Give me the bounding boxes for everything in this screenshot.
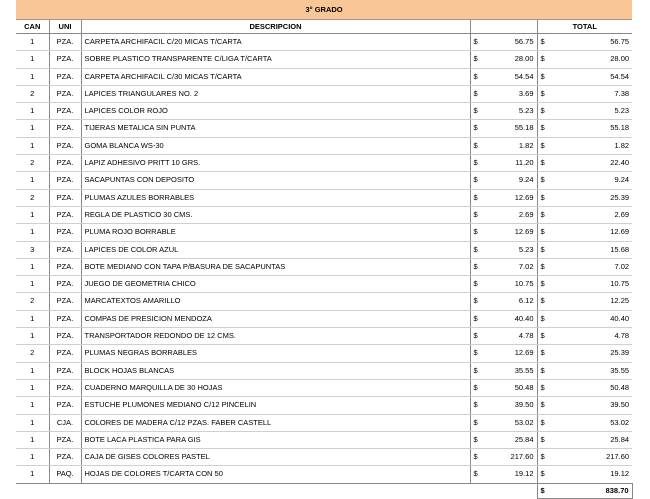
currency-symbol: $: [540, 296, 545, 306]
line-total-cell: [537, 103, 632, 120]
currency-symbol: $: [473, 227, 478, 237]
unit-price-cell: [470, 466, 537, 483]
line-total-value: 40.40: [610, 313, 630, 323]
table-row: [16, 241, 632, 258]
unit-price-cell: [470, 103, 537, 120]
currency-symbol: $: [540, 382, 545, 392]
unit-price-value: 1.82: [518, 140, 534, 150]
quantity-cell: 1: [16, 449, 49, 466]
line-total-value: 4.78: [614, 331, 630, 341]
grand-total-value: 838.70: [605, 485, 629, 495]
table-row: [16, 85, 632, 102]
line-total-value: 39.50: [610, 400, 630, 410]
table-row: [16, 276, 632, 293]
table-row: [16, 224, 632, 241]
description-cell: COLORES DE MADERA C/12 PZAS. FABER CASTELL: [81, 414, 470, 431]
currency-symbol: $: [540, 140, 545, 150]
quantity-cell: 2: [16, 85, 49, 102]
unit-price-cell: [470, 431, 537, 448]
currency-symbol: $: [540, 175, 545, 185]
table-row: [16, 345, 632, 362]
unit-cell: PZA.: [49, 155, 81, 172]
unit-price-value: 12.69: [514, 348, 534, 358]
unit-cell: PZA.: [49, 379, 81, 396]
description-cell: REGLA DE PLASTICO 30 CMS.: [81, 206, 470, 223]
unit-price-value: 35.55: [514, 365, 534, 375]
currency-symbol: $: [473, 434, 478, 444]
grand-total-row: [16, 483, 632, 498]
currency-symbol: $: [540, 452, 545, 462]
unit-price-cell: [470, 51, 537, 68]
table-row: [16, 172, 632, 189]
table-row: [16, 397, 632, 414]
line-total-value: 25.39: [610, 192, 630, 202]
unit-cell: PZA.: [49, 276, 81, 293]
col-header-can: CAN: [16, 20, 49, 34]
currency-symbol: $: [473, 348, 478, 358]
line-total-cell: [537, 206, 632, 223]
unit-price-value: 9.24: [518, 175, 534, 185]
unit-price-value: 5.23: [518, 106, 534, 116]
line-total-cell: [537, 293, 632, 310]
line-total-cell: [537, 120, 632, 137]
description-cell: HOJAS DE COLORES T/CARTA CON 50: [81, 466, 470, 483]
currency-symbol: $: [473, 331, 478, 341]
unit-price-value: 11.20: [515, 158, 534, 168]
line-total-cell: [537, 68, 632, 85]
line-total-value: 55.18: [610, 123, 630, 133]
description-cell: PLUMAS NEGRAS BORRABLES: [81, 345, 470, 362]
description-cell: TRANSPORTADOR REDONDO DE 12 CMS.: [81, 328, 470, 345]
line-total-cell: [537, 258, 632, 275]
unit-price-value: 4.78: [518, 331, 534, 341]
line-total-value: 19.12: [610, 469, 630, 479]
line-total-value: 12.25: [610, 296, 630, 306]
table-row: [16, 120, 632, 137]
line-total-value: 12.69: [610, 227, 630, 237]
currency-symbol: $: [540, 123, 545, 133]
unit-price-value: 217.60: [510, 452, 534, 462]
description-cell: CUADERNO MARQUILLA DE 30 HOJAS: [81, 379, 470, 396]
quantity-cell: 1: [16, 466, 49, 483]
currency-symbol: $: [473, 54, 478, 64]
line-total-value: 2.69: [614, 209, 630, 219]
description-cell: LAPIZ ADHESIVO PRITT 10 GRS.: [81, 155, 470, 172]
currency-symbol: $: [540, 227, 545, 237]
unit-price-cell: [470, 293, 537, 310]
quantity-cell: 1: [16, 258, 49, 275]
table-row: [16, 34, 632, 51]
unit-cell: PZA.: [49, 189, 81, 206]
currency-symbol: $: [473, 417, 478, 427]
unit-cell: PZA.: [49, 345, 81, 362]
description-cell: LAPICES COLOR ROJO: [81, 103, 470, 120]
line-total-value: 7.02: [614, 261, 630, 271]
line-total-value: 10.75: [610, 279, 630, 289]
unit-price-value: 5.23: [518, 244, 534, 254]
quantity-cell: 2: [16, 155, 49, 172]
unit-cell: PZA.: [49, 120, 81, 137]
unit-cell: PZA.: [49, 51, 81, 68]
description-cell: LAPICES TRIANGULARES NO. 2: [81, 85, 470, 102]
currency-symbol: $: [473, 244, 478, 254]
table-row: [16, 189, 632, 206]
line-total-cell: [537, 276, 632, 293]
line-total-cell: [537, 466, 632, 483]
currency-symbol: $: [540, 365, 545, 375]
unit-cell: PZA.: [49, 362, 81, 379]
table-row: [16, 258, 632, 275]
unit-price-cell: [470, 85, 537, 102]
unit-price-value: 2.69: [518, 209, 534, 219]
unit-price-cell: [470, 206, 537, 223]
line-total-value: 25.39: [610, 348, 630, 358]
quantity-cell: 1: [16, 137, 49, 154]
quantity-cell: 1: [16, 224, 49, 241]
quantity-cell: 1: [16, 276, 49, 293]
unit-cell: PZA.: [49, 34, 81, 51]
line-total-value: 9.24: [614, 175, 630, 185]
quantity-cell: 2: [16, 345, 49, 362]
unit-price-cell: [470, 310, 537, 327]
quantity-cell: 1: [16, 68, 49, 85]
currency-symbol: $: [473, 313, 478, 323]
line-total-cell: [537, 379, 632, 396]
table-row: [16, 414, 632, 431]
currency-symbol: $: [540, 279, 545, 289]
column-header-row: [16, 20, 632, 34]
description-cell: LAPICES DE COLOR AZUL: [81, 241, 470, 258]
line-total-cell: [537, 431, 632, 448]
table-row: [16, 310, 632, 327]
currency-symbol: $: [473, 296, 478, 306]
currency-symbol: $: [473, 382, 478, 392]
unit-price-value: 56.75: [514, 37, 534, 46]
quantity-cell: 1: [16, 397, 49, 414]
description-cell: BOTE MEDIANO CON TAPA P/BASURA DE SACAPUNTAS: [81, 258, 470, 275]
currency-symbol: $: [473, 37, 478, 46]
unit-cell: PZA.: [49, 328, 81, 345]
line-total-cell: [537, 189, 632, 206]
currency-symbol: $: [540, 485, 545, 495]
line-total-value: 35.55: [610, 365, 630, 375]
unit-price-cell: [470, 34, 537, 51]
unit-price-value: 40.40: [514, 313, 534, 323]
quantity-cell: 1: [16, 328, 49, 345]
unit-price-value: 7.02: [518, 261, 534, 271]
currency-symbol: $: [540, 400, 545, 410]
currency-symbol: $: [540, 331, 545, 341]
quantity-cell: 1: [16, 51, 49, 68]
currency-symbol: $: [540, 54, 545, 64]
unit-cell: PZA.: [49, 206, 81, 223]
line-total-value: 7.38: [614, 88, 630, 98]
line-total-cell: [537, 328, 632, 345]
line-total-cell: [537, 137, 632, 154]
table-row: [16, 379, 632, 396]
unit-price-cell: [470, 414, 537, 431]
currency-symbol: $: [540, 348, 545, 358]
line-total-cell: [537, 241, 632, 258]
grade-title: 3° GRADO: [16, 0, 632, 20]
table-row: [16, 206, 632, 223]
currency-symbol: $: [540, 192, 545, 202]
unit-price-cell: [470, 328, 537, 345]
unit-cell: PZA.: [49, 241, 81, 258]
line-total-value: 15.68: [610, 244, 630, 254]
currency-symbol: $: [473, 279, 478, 289]
unit-price-value: 6.12: [518, 296, 534, 306]
line-total-value: 28.00: [610, 54, 630, 64]
line-total-value: 217.60: [606, 452, 630, 462]
unit-price-cell: [470, 345, 537, 362]
unit-price-value: 39.50: [514, 400, 534, 410]
quantity-cell: 2: [16, 189, 49, 206]
unit-price-cell: [470, 120, 537, 137]
line-total-cell: [537, 449, 632, 466]
currency-symbol: $: [540, 417, 545, 427]
line-total-value: 5.23: [614, 106, 630, 116]
currency-symbol: $: [473, 88, 478, 98]
table-row: [16, 68, 632, 85]
quantity-cell: 1: [16, 379, 49, 396]
unit-cell: PZA.: [49, 224, 81, 241]
table-row: [16, 293, 632, 310]
table-row: [16, 51, 632, 68]
line-total-value: 1.82: [614, 140, 630, 150]
unit-price-cell: [470, 276, 537, 293]
currency-symbol: $: [540, 469, 545, 479]
currency-symbol: $: [473, 469, 478, 479]
description-cell: BOTE LACA PLASTICA PARA GIS: [81, 431, 470, 448]
currency-symbol: $: [473, 261, 478, 271]
table-row: [16, 155, 632, 172]
unit-cell: PZA.: [49, 103, 81, 120]
currency-symbol: $: [473, 123, 478, 133]
description-cell: SACAPUNTAS CON DEPOSITO: [81, 172, 470, 189]
description-cell: MARCATEXTOS AMARILLO: [81, 293, 470, 310]
quantity-cell: 1: [16, 431, 49, 448]
unit-price-cell: [470, 397, 537, 414]
description-cell: TIJERAS METALICA SIN PUNTA: [81, 120, 470, 137]
currency-symbol: $: [473, 106, 478, 116]
quantity-cell: 1: [16, 120, 49, 137]
col-header-price: [470, 20, 537, 34]
description-cell: COMPAS DE PRESICION MENDOZA: [81, 310, 470, 327]
unit-cell: PZA.: [49, 449, 81, 466]
currency-symbol: $: [473, 175, 478, 185]
col-header-total: TOTAL: [537, 20, 632, 34]
quantity-cell: 2: [16, 293, 49, 310]
line-total-cell: [537, 362, 632, 379]
unit-price-value: 55.18: [514, 123, 534, 133]
line-total-value: 53.02: [610, 417, 630, 427]
currency-symbol: $: [473, 158, 478, 168]
unit-price-value: 12.69: [514, 192, 534, 202]
table-row: [16, 103, 632, 120]
unit-cell: CJA.: [49, 414, 81, 431]
unit-price-cell: [470, 241, 537, 258]
currency-symbol: $: [540, 313, 545, 323]
description-cell: SOBRE PLASTICO TRANSPARENTE C/LIGA T/CARTA: [81, 51, 470, 68]
unit-price-value: 12.69: [514, 227, 534, 237]
table-row: [16, 137, 632, 154]
description-cell: CARPETA ARCHIFACIL C/30 MICAS T/CARTA: [81, 68, 470, 85]
line-total-value: 54.54: [610, 71, 630, 81]
unit-price-value: 25.84: [514, 434, 534, 444]
unit-cell: PZA.: [49, 258, 81, 275]
grand-total-cell: [537, 483, 632, 498]
currency-symbol: $: [540, 37, 545, 46]
quantity-cell: 1: [16, 414, 49, 431]
unit-cell: PZA.: [49, 68, 81, 85]
description-cell: PLUMAS AZULES BORRABLES: [81, 189, 470, 206]
unit-price-cell: [470, 137, 537, 154]
unit-price-cell: [470, 224, 537, 241]
line-total-cell: [537, 224, 632, 241]
currency-symbol: $: [473, 71, 478, 81]
description-cell: GOMA BLANCA WS-30: [81, 137, 470, 154]
unit-price-value: 3.69: [518, 88, 534, 98]
line-total-cell: [537, 155, 632, 172]
currency-symbol: $: [473, 140, 478, 150]
unit-cell: PZA.: [49, 172, 81, 189]
unit-price-value: 28.00: [514, 54, 534, 64]
line-total-cell: [537, 34, 632, 51]
unit-price-value: 10.75: [514, 279, 534, 289]
unit-price-value: 53.02: [514, 417, 534, 427]
line-total-value: 22.40: [610, 158, 630, 168]
currency-symbol: $: [540, 261, 545, 271]
description-cell: BLOCK HOJAS BLANCAS: [81, 362, 470, 379]
currency-symbol: $: [473, 192, 478, 202]
unit-price-value: 54.54: [514, 71, 534, 81]
col-header-descripcion: DESCRIPCION: [81, 20, 470, 34]
quantity-cell: 1: [16, 34, 49, 51]
unit-cell: PZA.: [49, 137, 81, 154]
currency-symbol: $: [540, 71, 545, 81]
currency-symbol: $: [473, 365, 478, 375]
unit-cell: PZA.: [49, 431, 81, 448]
unit-cell: PZA.: [49, 293, 81, 310]
line-total-cell: [537, 85, 632, 102]
line-total-cell: [537, 414, 632, 431]
line-total-value: 50.48: [610, 382, 630, 392]
unit-price-value: 50.48: [514, 382, 534, 392]
quantity-cell: 3: [16, 241, 49, 258]
quantity-cell: 1: [16, 172, 49, 189]
unit-price-cell: [470, 68, 537, 85]
line-total-cell: [537, 172, 632, 189]
currency-symbol: $: [473, 452, 478, 462]
line-total-value: 56.75: [610, 37, 630, 46]
unit-cell: PZA.: [49, 397, 81, 414]
description-cell: ESTUCHE PLUMONES MEDIANO C/12 PINCELIN: [81, 397, 470, 414]
supply-table: [16, 0, 633, 499]
quantity-cell: 1: [16, 206, 49, 223]
table-row: [16, 449, 632, 466]
unit-price-cell: [470, 258, 537, 275]
unit-cell: PZA.: [49, 310, 81, 327]
table-row: [16, 466, 632, 483]
title-row: [16, 0, 632, 20]
description-cell: JUEGO DE GEOMETRIA CHICO: [81, 276, 470, 293]
currency-symbol: $: [540, 106, 545, 116]
currency-symbol: $: [473, 400, 478, 410]
unit-cell: PZA.: [49, 85, 81, 102]
unit-price-cell: [470, 379, 537, 396]
unit-price-value: 19.12: [514, 469, 534, 479]
currency-symbol: $: [540, 158, 545, 168]
currency-symbol: $: [540, 244, 545, 254]
currency-symbol: $: [540, 88, 545, 98]
grade-supply-list: [16, 0, 632, 499]
table-row: [16, 431, 632, 448]
unit-cell: PAQ.: [49, 466, 81, 483]
table-row: [16, 362, 632, 379]
quantity-cell: 1: [16, 310, 49, 327]
line-total-cell: [537, 345, 632, 362]
description-cell: CARPETA ARCHIFACIL C/20 MICAS T/CARTA: [81, 34, 470, 51]
line-total-value: 25.84: [610, 434, 630, 444]
line-total-cell: [537, 397, 632, 414]
quantity-cell: 1: [16, 362, 49, 379]
currency-symbol: $: [540, 434, 545, 444]
quantity-cell: 1: [16, 103, 49, 120]
description-cell: CAJA DE GISES COLORES PASTEL: [81, 449, 470, 466]
unit-price-cell: [470, 449, 537, 466]
unit-price-cell: [470, 189, 537, 206]
col-header-uni: UNI: [49, 20, 81, 34]
line-total-cell: [537, 310, 632, 327]
unit-price-cell: [470, 155, 537, 172]
line-total-cell: [537, 51, 632, 68]
unit-price-cell: [470, 362, 537, 379]
table-row: [16, 328, 632, 345]
unit-price-cell: [470, 172, 537, 189]
description-cell: PLUMA ROJO BORRABLE: [81, 224, 470, 241]
currency-symbol: $: [473, 209, 478, 219]
currency-symbol: $: [540, 209, 545, 219]
